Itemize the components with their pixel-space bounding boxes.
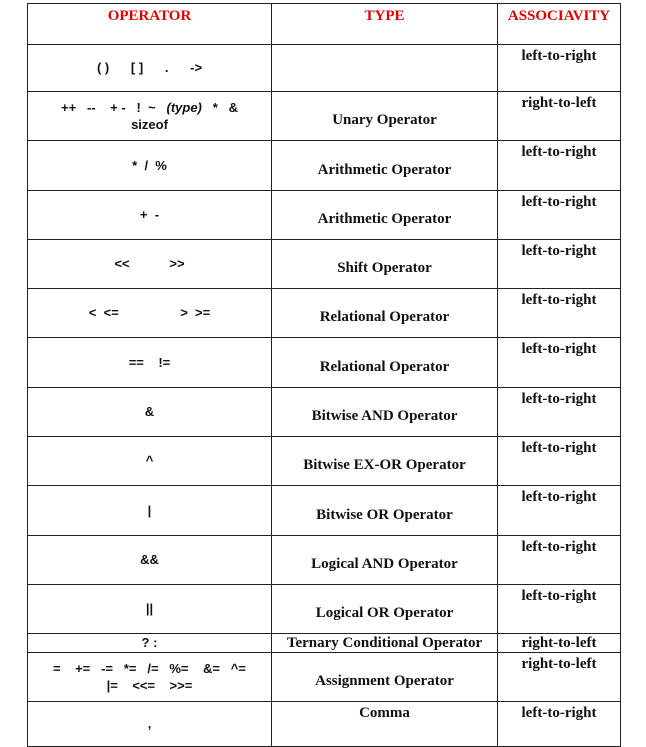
type-cell: Bitwise AND Operator — [272, 388, 498, 437]
type-cell — [272, 45, 498, 92]
operator-text: ++ -- + - ! ~ — [61, 100, 167, 115]
table-row — [28, 338, 621, 388]
operator-cell — [28, 92, 272, 141]
table-row — [28, 585, 621, 634]
table-row — [28, 141, 621, 191]
type-cell: Unary Operator — [272, 92, 498, 141]
table-row — [28, 45, 621, 92]
associativity-cell: left-to-right — [498, 536, 621, 585]
associativity-cell: left-to-right — [498, 191, 621, 240]
associativity-cell: right-to-left — [498, 92, 621, 141]
associativity-cell: right-to-left — [498, 634, 621, 653]
operator-cell: || — [28, 585, 272, 634]
type-cell: Relational Operator — [272, 338, 498, 388]
operator-cell: < <= > >= — [28, 289, 272, 338]
associativity-cell: left-to-right — [498, 338, 621, 388]
operator-cell: && — [28, 536, 272, 585]
operator-text: * & sizeof — [131, 100, 238, 132]
table-row — [28, 653, 621, 702]
operator-cell: << >> — [28, 240, 272, 289]
associativity-cell: left-to-right — [498, 702, 621, 747]
type-cell: Bitwise EX-OR Operator — [272, 437, 498, 486]
type-cell: Ternary Conditional Operator — [272, 634, 498, 653]
header-row — [28, 4, 621, 45]
type-cell: Arithmetic Operator — [272, 191, 498, 240]
operator-cell: = += -= *= /= %= &= ^= |= <<= >>= — [28, 653, 272, 702]
associativity-cell: left-to-right — [498, 437, 621, 486]
associativity-cell: left-to-right — [498, 289, 621, 338]
type-cell: Assignment Operator — [272, 653, 498, 702]
operator-cell: + - — [28, 191, 272, 240]
operator-cell: ( ) [ ] . -> — [28, 45, 272, 92]
associativity-cell: left-to-right — [498, 141, 621, 191]
header-type: TYPE — [272, 4, 498, 45]
associativity-cell: left-to-right — [498, 240, 621, 289]
operator-cell: ? : — [28, 634, 272, 653]
table-row — [28, 191, 621, 240]
table-row — [28, 702, 621, 747]
operator-cell: ^ — [28, 437, 272, 486]
associativity-cell: right-to-left — [498, 653, 621, 702]
type-cell: Logical AND Operator — [272, 536, 498, 585]
type-cell: Arithmetic Operator — [272, 141, 498, 191]
operator-cell: & — [28, 388, 272, 437]
type-cell: Relational Operator — [272, 289, 498, 338]
type-cell: Bitwise OR Operator — [272, 486, 498, 536]
table-row — [28, 536, 621, 585]
operator-cell: , — [28, 702, 272, 747]
table-row — [28, 634, 621, 653]
associativity-cell: left-to-right — [498, 585, 621, 634]
table-row — [28, 486, 621, 536]
type-cell: Shift Operator — [272, 240, 498, 289]
operator-precedence-table — [27, 3, 621, 747]
table-row — [28, 289, 621, 338]
operator-cell: == != — [28, 338, 272, 388]
associativity-cell: left-to-right — [498, 486, 621, 536]
type-cell: Comma — [272, 702, 498, 747]
associativity-cell: left-to-right — [498, 45, 621, 92]
table-row — [28, 388, 621, 437]
header-associativity: ASSOCIAVITY — [498, 4, 621, 45]
header-operator: OPERATOR — [28, 4, 272, 45]
operator-type-cast: (type) — [166, 100, 202, 115]
associativity-cell: left-to-right — [498, 388, 621, 437]
table-row — [28, 92, 621, 141]
table-row — [28, 437, 621, 486]
operator-cell: * / % — [28, 141, 272, 191]
type-cell: Logical OR Operator — [272, 585, 498, 634]
table-row — [28, 240, 621, 289]
operator-cell: | — [28, 486, 272, 536]
